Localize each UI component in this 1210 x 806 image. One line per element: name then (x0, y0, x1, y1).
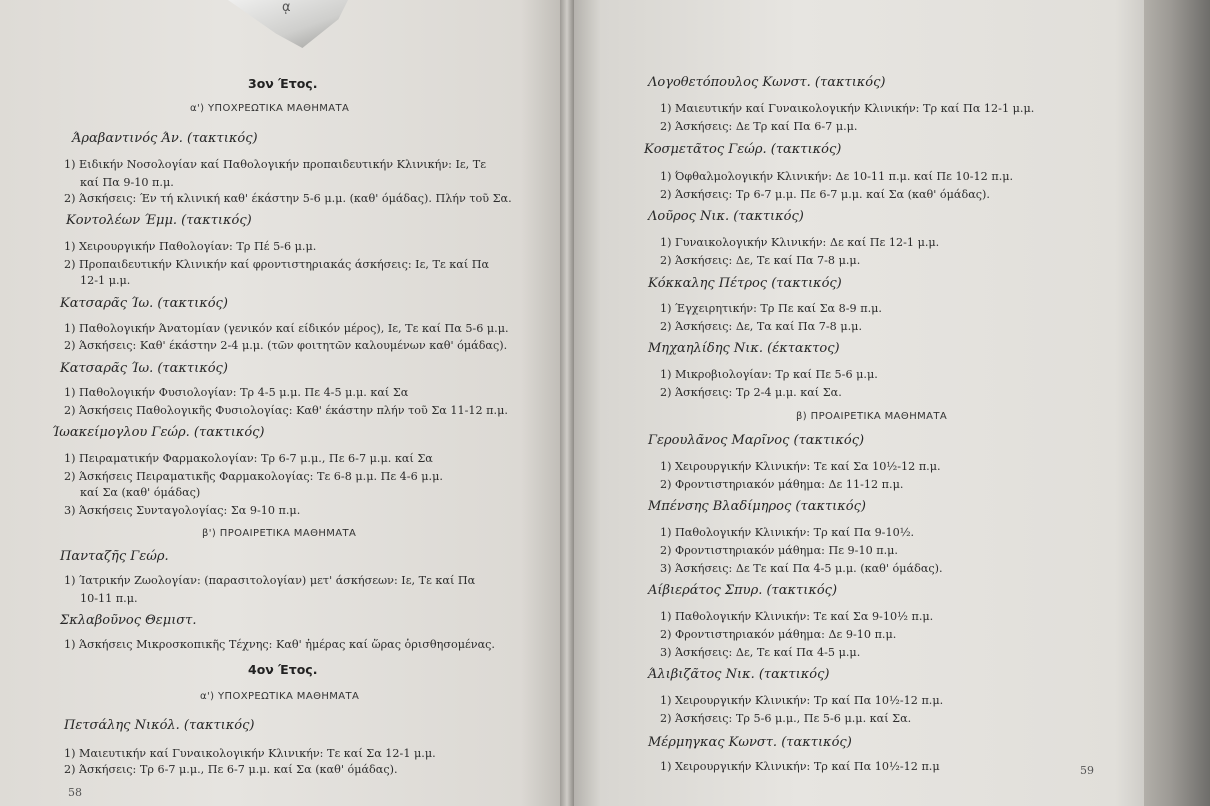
left-line-28: 4ον Έτος. (248, 662, 318, 677)
left-line-4: 1) Ειδικήν Νοσολογίαν καί Παθολογικήν προπαιδευτικήν Κλινικήν: Ιε, Τε (64, 158, 487, 171)
page-edge (1144, 0, 1210, 806)
left-line-18: 1) Πειραματικήν Φαρμακολογίαν: Τρ 6-7 μ.μ., Πε 6-7 μ.μ. καί Σα (64, 452, 433, 465)
right-line-27: 3) Άσκήσεις: Δε, Τε καί Πα 4-5 μ.μ. (660, 646, 861, 659)
right-page-number: 59 (1080, 764, 1094, 777)
left-line-2: α') ΥΠΟΧΡΕΩΤΙΚΑ ΜΑΘΗΜΑΤΑ (190, 103, 350, 114)
right-line-12: 2) Άσκήσεις: Δε, Τα καί Πα 7-8 μ.μ. (660, 320, 863, 333)
right-line-32: 1) Χειρουργικήν Κλινικήν: Τρ καί Πα 10½-12 π.μ (660, 760, 940, 773)
right-line-9: 2) Άσκήσεις: Δε, Τε καί Πα 7-8 μ.μ. (660, 254, 861, 267)
left-line-14: Κατσαρᾶς Ίω. (τακτικός) (60, 361, 228, 376)
left-line-19: 2) Άσκήσεις Πειραματικῆς Φαρμακολογίας: Τε 6-8 μ.μ. Πε 4-6 μ.μ. (64, 470, 443, 483)
left-line-23: Πανταζῆς Γεώρ. (60, 549, 169, 564)
right-line-28: Άλιβιζᾶτος Νικ. (τακτικός) (648, 667, 830, 682)
right-line-2: 1) Μαιευτικήν καί Γυναικολογικήν Κλινικήν: Τρ καί Πα 12-1 μ.μ. (660, 102, 1035, 115)
right-line-31: Μέρμηγκας Κωνστ. (τακτικός) (648, 735, 852, 750)
right-line-23: 3) Άσκήσεις: Δε Τε καί Πα 4-5 μ.μ. (καθ' όμάδας). (660, 562, 943, 575)
left-line-26: Σκλαβοῦνος Θεμιστ. (60, 613, 197, 628)
right-line-3: 2) Άσκήσεις: Δε Τρ καί Πα 6-7 μ.μ. (660, 120, 858, 133)
left-line-5: καί Πα 9-10 π.μ. (80, 176, 174, 189)
clip-text: ᾳ (282, 0, 291, 15)
left-page-number: 58 (68, 786, 82, 799)
right-line-17: Γερουλᾶνος Μαρῖνος (τακτικός) (648, 433, 865, 448)
right-line-8: 1) Γυναικολογικήν Κλινικήν: Δε καί Πε 12-1 μ.μ. (660, 236, 940, 249)
left-line-12: 1) Παθολογικήν Άνατομίαν (γενικόν καί είδικόν μέρος), Ιε, Τε καί Πα 5-6 μ.μ. (64, 322, 509, 335)
right-line-30: 2) Άσκήσεις: Τρ 5-6 μ.μ., Πε 5-6 μ.μ. καί Σα. (660, 712, 912, 725)
left-line-11: Κατσαρᾶς Ίω. (τακτικός) (60, 296, 228, 311)
left-line-20: καί Σα (καθ' όμάδας) (80, 486, 201, 499)
left-line-27: 1) Άσκήσεις Μικροσκοπικῆς Τέχνης: Καθ' ἡμέρας καί ὥρας ὁρισθησομένας. (64, 638, 495, 651)
right-line-20: Μπένσης Βλαδίμηρος (τακτικός) (648, 499, 866, 514)
left-line-17: Ίωακείμογλου Γεώρ. (τακτικός) (52, 425, 265, 440)
right-line-24: Αίβιεράτος Σπυρ. (τακτικός) (648, 583, 838, 598)
left-line-24: 1) Ίατρικήν Ζωολογίαν: (παρασιτολογίαν) μετ' άσκήσεων: Ιε, Τε καί Πα (64, 574, 476, 587)
right-line-25: 1) Παθολογικήν Κλινικήν: Τε καί Σα 9-10½ π.μ. (660, 610, 934, 623)
right-line-26: 2) Φροντιστηριακόν μάθημα: Δε 9-10 π.μ. (660, 628, 897, 641)
left-line-30: Πετσάλης Νικόλ. (τακτικός) (64, 718, 255, 733)
right-line-15: 2) Άσκήσεις: Τρ 2-4 μ.μ. καί Σα. (660, 386, 842, 399)
right-line-7: Λοῦρος Νικ. (τακτικός) (648, 209, 804, 224)
left-line-32: 2) Άσκήσεις: Τρ 6-7 μ.μ., Πε 6-7 μ.μ. καί Σα (καθ' όμάδας). (64, 763, 398, 776)
left-line-9: 2) Προπαιδευτικήν Κλινικήν καί φροντιστηριακάς άσκήσεις: Ιε, Τε καί Πα (64, 258, 490, 271)
left-line-7: Κοντολέων Έμμ. (τακτικός) (66, 213, 252, 228)
left-line-15: 1) Παθολογικήν Φυσιολογίαν: Τρ 4-5 μ.μ. Πε 4-5 μ.μ. καί Σα (64, 386, 409, 399)
book-spine (560, 0, 574, 806)
right-line-14: 1) Μικροβιολογίαν: Τρ καί Πε 5-6 μ.μ. (660, 368, 878, 381)
left-line-22: β') ΠΡΟΑΙΡΕΤΙΚΑ ΜΑΘΗΜΑΤΑ (202, 528, 357, 539)
left-line-6: 2) Άσκήσεις: Έν τή κλινική καθ' έκάστην 5-6 μ.μ. (καθ' όμάδας). Πλήν τοῦ Σα. (64, 192, 512, 205)
right-line-18: 1) Χειρουργικήν Κλινικήν: Τε καί Σα 10½-12 π.μ. (660, 460, 941, 473)
left-line-13: 2) Άσκήσεις: Καθ' έκάστην 2-4 μ.μ. (τῶν φοιτητῶν καλουμένων καθ' όμάδας). (64, 339, 508, 352)
left-line-10: 12-1 μ.μ. (80, 274, 131, 287)
left-line-25: 10-11 π.μ. (80, 592, 138, 605)
right-line-19: 2) Φροντιστηριακόν μάθημα: Δε 11-12 π.μ. (660, 478, 904, 491)
right-line-1: Λογοθετόπουλος Κωνστ. (τακτικός) (648, 75, 886, 90)
right-line-10: Κόκκαλης Πέτρος (τακτικός) (648, 276, 842, 291)
right-line-16: β) ΠΡΟΑΙΡΕΤΙΚΑ ΜΑΘΗΜΑΤΑ (796, 411, 948, 422)
left-line-29: α') ΥΠΟΧΡΕΩΤΙΚΑ ΜΑΘΗΜΑΤΑ (200, 691, 360, 702)
left-page (0, 0, 566, 806)
left-line-1: 3ον Έτος. (248, 76, 318, 91)
left-line-3: Άραβαντινός Άν. (τακτικός) (72, 131, 258, 146)
right-line-22: 2) Φροντιστηριακόν μάθημα: Πε 9-10 π.μ. (660, 544, 898, 557)
right-line-13: Μηχαηλίδης Νικ. (έκτακτος) (648, 341, 840, 356)
right-line-5: 1) Όφθαλμολογικήν Κλινικήν: Δε 10-11 π.μ. καί Πε 10-12 π.μ. (660, 170, 1014, 183)
right-line-21: 1) Παθολογικήν Κλινικήν: Τρ καί Πα 9-10½. (660, 526, 915, 539)
left-line-21: 3) Άσκήσεις Συνταγολογίας: Σα 9-10 π.μ. (64, 504, 301, 517)
right-line-4: Κοσμετᾶτος Γεώρ. (τακτικός) (644, 142, 842, 157)
right-line-29: 1) Χειρουργικήν Κλινικήν: Τρ καί Πα 10½-12 π.μ. (660, 694, 944, 707)
right-line-11: 1) Έγχειρητικήν: Τρ Πε καί Σα 8-9 π.μ. (660, 302, 882, 315)
left-line-8: 1) Χειρουργικήν Παθολογίαν: Τρ Πέ 5-6 μ.μ. (64, 240, 317, 253)
left-line-31: 1) Μαιευτικήν καί Γυναικολογικήν Κλινικήν: Τε καί Σα 12-1 μ.μ. (64, 747, 436, 760)
right-page (566, 0, 1144, 806)
right-line-6: 2) Άσκήσεις: Τρ 6-7 μ.μ. Πε 6-7 μ.μ. καί Σα (καθ' όμάδας). (660, 188, 990, 201)
left-line-16: 2) Άσκήσεις Παθολογικῆς Φυσιολογίας: Καθ' έκάστην πλήν τοῦ Σα 11-12 π.μ. (64, 404, 508, 417)
